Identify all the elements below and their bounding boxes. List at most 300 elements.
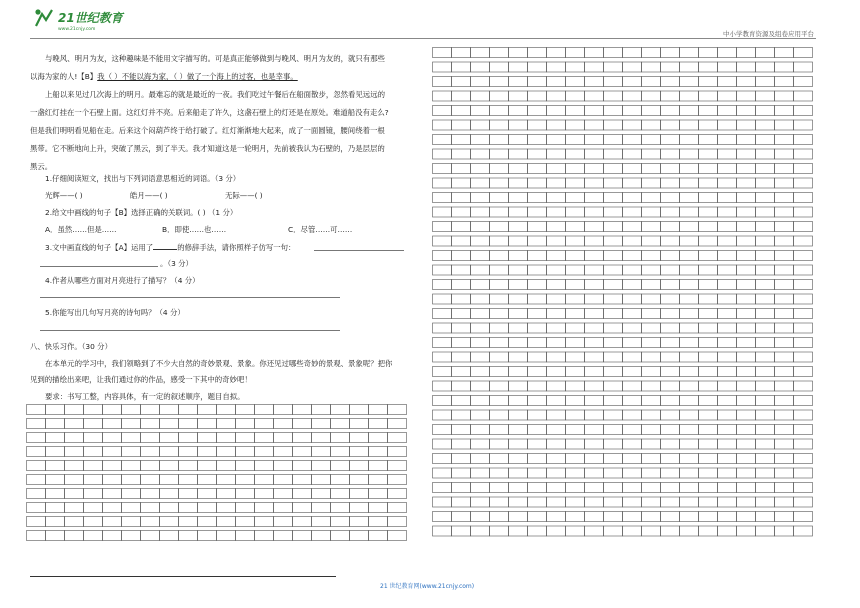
grid-cell[interactable]: [756, 323, 775, 333]
grid-cell[interactable]: [661, 410, 680, 420]
grid-cell[interactable]: [661, 48, 680, 58]
grid-cell[interactable]: [179, 475, 198, 485]
grid-cell[interactable]: [661, 454, 680, 464]
grid-cell[interactable]: [84, 489, 103, 499]
grid-cell[interactable]: [122, 405, 141, 415]
grid-cell[interactable]: [122, 517, 141, 527]
grid-cell[interactable]: [623, 468, 642, 478]
grid-cell[interactable]: [604, 381, 623, 391]
grid-cell[interactable]: [509, 367, 528, 377]
grid-cell[interactable]: [452, 483, 471, 493]
grid-cell[interactable]: [756, 483, 775, 493]
grid-cell[interactable]: [794, 425, 813, 435]
grid-cell[interactable]: [661, 425, 680, 435]
grid-cell[interactable]: [737, 265, 756, 275]
grid-cell[interactable]: [699, 222, 718, 232]
grid-cell[interactable]: [642, 512, 661, 522]
grid-cell[interactable]: [699, 120, 718, 130]
grid-cell[interactable]: [756, 77, 775, 87]
grid-cell[interactable]: [604, 352, 623, 362]
grid-cell[interactable]: [388, 475, 407, 485]
grid-cell[interactable]: [433, 178, 452, 188]
grid-cell[interactable]: [661, 193, 680, 203]
grid-cell[interactable]: [775, 265, 794, 275]
grid-cell[interactable]: [528, 454, 547, 464]
grid-cell[interactable]: [699, 439, 718, 449]
grid-cell[interactable]: [84, 405, 103, 415]
grid-cell[interactable]: [623, 381, 642, 391]
grid-cell[interactable]: [756, 367, 775, 377]
grid-cell[interactable]: [566, 526, 585, 536]
grid-cell[interactable]: [198, 517, 217, 527]
grid-cell[interactable]: [737, 309, 756, 319]
grid-cell[interactable]: [756, 526, 775, 536]
grid-cell[interactable]: [604, 178, 623, 188]
grid-cell[interactable]: [737, 338, 756, 348]
grid-cell[interactable]: [509, 381, 528, 391]
grid-cell[interactable]: [490, 425, 509, 435]
grid-cell[interactable]: [794, 396, 813, 406]
grid-cell[interactable]: [433, 193, 452, 203]
grid-cell[interactable]: [547, 483, 566, 493]
grid-cell[interactable]: [604, 512, 623, 522]
grid-cell[interactable]: [585, 468, 604, 478]
grid-cell[interactable]: [388, 531, 407, 541]
grid-cell[interactable]: [756, 106, 775, 116]
grid-cell[interactable]: [547, 439, 566, 449]
grid-cell[interactable]: [775, 468, 794, 478]
grid-cell[interactable]: [471, 294, 490, 304]
grid-cell[interactable]: [103, 517, 122, 527]
grid-cell[interactable]: [369, 503, 388, 513]
grid-cell[interactable]: [331, 503, 350, 513]
grid-cell[interactable]: [737, 164, 756, 174]
grid-cell[interactable]: [604, 367, 623, 377]
grid-cell[interactable]: [528, 48, 547, 58]
grid-cell[interactable]: [471, 280, 490, 290]
grid-cell[interactable]: [604, 439, 623, 449]
grid-cell[interactable]: [217, 517, 236, 527]
grid-cell[interactable]: [794, 352, 813, 362]
grid-cell[interactable]: [471, 309, 490, 319]
grid-cell[interactable]: [547, 251, 566, 261]
grid-cell[interactable]: [331, 461, 350, 471]
grid-cell[interactable]: [198, 461, 217, 471]
grid-cell[interactable]: [585, 280, 604, 290]
grid-cell[interactable]: [566, 439, 585, 449]
grid-cell[interactable]: [604, 425, 623, 435]
q4-answer-line[interactable]: [40, 297, 340, 298]
grid-cell[interactable]: [623, 439, 642, 449]
grid-cell[interactable]: [585, 222, 604, 232]
grid-cell[interactable]: [604, 265, 623, 275]
grid-cell[interactable]: [775, 91, 794, 101]
grid-cell[interactable]: [775, 294, 794, 304]
grid-cell[interactable]: [490, 468, 509, 478]
grid-cell[interactable]: [122, 503, 141, 513]
grid-cell[interactable]: [27, 419, 46, 429]
grid-cell[interactable]: [433, 367, 452, 377]
grid-cell[interactable]: [490, 294, 509, 304]
grid-cell[interactable]: [794, 526, 813, 536]
grid-cell[interactable]: [566, 483, 585, 493]
grid-cell[interactable]: [661, 178, 680, 188]
grid-cell[interactable]: [331, 447, 350, 457]
grid-cell[interactable]: [642, 483, 661, 493]
grid-cell[interactable]: [642, 381, 661, 391]
grid-cell[interactable]: [604, 120, 623, 130]
grid-cell[interactable]: [718, 178, 737, 188]
grid-cell[interactable]: [388, 517, 407, 527]
grid-cell[interactable]: [509, 294, 528, 304]
grid-cell[interactable]: [623, 62, 642, 72]
grid-cell[interactable]: [756, 381, 775, 391]
grid-cell[interactable]: [452, 497, 471, 507]
grid-cell[interactable]: [471, 265, 490, 275]
grid-cell[interactable]: [293, 475, 312, 485]
grid-cell[interactable]: [699, 149, 718, 159]
grid-cell[interactable]: [661, 251, 680, 261]
grid-cell[interactable]: [433, 396, 452, 406]
grid-cell[interactable]: [312, 433, 331, 443]
grid-cell[interactable]: [775, 48, 794, 58]
grid-cell[interactable]: [585, 120, 604, 130]
grid-cell[interactable]: [471, 222, 490, 232]
grid-cell[interactable]: [528, 439, 547, 449]
grid-cell[interactable]: [65, 489, 84, 499]
grid-cell[interactable]: [509, 193, 528, 203]
grid-cell[interactable]: [718, 149, 737, 159]
grid-cell[interactable]: [547, 164, 566, 174]
grid-cell[interactable]: [604, 207, 623, 217]
grid-cell[interactable]: [274, 517, 293, 527]
grid-cell[interactable]: [642, 193, 661, 203]
grid-cell[interactable]: [490, 367, 509, 377]
grid-cell[interactable]: [718, 294, 737, 304]
grid-cell[interactable]: [471, 251, 490, 261]
grid-cell[interactable]: [642, 120, 661, 130]
grid-cell[interactable]: [471, 178, 490, 188]
grid-cell[interactable]: [623, 120, 642, 130]
grid-cell[interactable]: [141, 475, 160, 485]
grid-cell[interactable]: [699, 106, 718, 116]
grid-cell[interactable]: [388, 433, 407, 443]
grid-cell[interactable]: [490, 265, 509, 275]
grid-cell[interactable]: [274, 405, 293, 415]
grid-cell[interactable]: [623, 91, 642, 101]
grid-cell[interactable]: [471, 410, 490, 420]
grid-cell[interactable]: [737, 410, 756, 420]
grid-cell[interactable]: [604, 106, 623, 116]
grid-cell[interactable]: [604, 48, 623, 58]
grid-cell[interactable]: [642, 251, 661, 261]
grid-cell[interactable]: [585, 367, 604, 377]
grid-cell[interactable]: [433, 62, 452, 72]
grid-cell[interactable]: [255, 503, 274, 513]
grid-cell[interactable]: [718, 439, 737, 449]
grid-cell[interactable]: [103, 489, 122, 499]
grid-cell[interactable]: [737, 149, 756, 159]
grid-cell[interactable]: [217, 419, 236, 429]
grid-cell[interactable]: [141, 531, 160, 541]
grid-cell[interactable]: [718, 207, 737, 217]
grid-cell[interactable]: [642, 338, 661, 348]
grid-cell[interactable]: [604, 454, 623, 464]
grid-cell[interactable]: [293, 419, 312, 429]
grid-cell[interactable]: [547, 135, 566, 145]
grid-cell[interactable]: [699, 497, 718, 507]
grid-cell[interactable]: [794, 106, 813, 116]
grid-cell[interactable]: [122, 433, 141, 443]
grid-cell[interactable]: [369, 405, 388, 415]
grid-cell[interactable]: [27, 405, 46, 415]
grid-cell[interactable]: [794, 149, 813, 159]
grid-cell[interactable]: [350, 419, 369, 429]
grid-cell[interactable]: [179, 419, 198, 429]
grid-cell[interactable]: [452, 62, 471, 72]
grid-cell[interactable]: [471, 106, 490, 116]
grid-cell[interactable]: [699, 338, 718, 348]
grid-cell[interactable]: [737, 91, 756, 101]
grid-cell[interactable]: [661, 526, 680, 536]
grid-cell[interactable]: [528, 367, 547, 377]
grid-cell[interactable]: [737, 280, 756, 290]
grid-cell[interactable]: [236, 517, 255, 527]
grid-cell[interactable]: [528, 468, 547, 478]
grid-cell[interactable]: [350, 531, 369, 541]
grid-cell[interactable]: [547, 62, 566, 72]
grid-cell[interactable]: [433, 497, 452, 507]
grid-cell[interactable]: [718, 497, 737, 507]
grid-cell[interactable]: [737, 48, 756, 58]
grid-cell[interactable]: [528, 512, 547, 522]
grid-cell[interactable]: [775, 323, 794, 333]
grid-cell[interactable]: [775, 425, 794, 435]
grid-cell[interactable]: [604, 294, 623, 304]
grid-cell[interactable]: [737, 497, 756, 507]
grid-cell[interactable]: [604, 135, 623, 145]
q3-blank-sentence-1[interactable]: [314, 250, 404, 251]
grid-cell[interactable]: [642, 236, 661, 246]
grid-cell[interactable]: [65, 447, 84, 457]
grid-cell[interactable]: [528, 338, 547, 348]
grid-cell[interactable]: [490, 512, 509, 522]
grid-cell[interactable]: [794, 309, 813, 319]
grid-cell[interactable]: [566, 91, 585, 101]
grid-cell[interactable]: [46, 405, 65, 415]
grid-cell[interactable]: [490, 48, 509, 58]
grid-cell[interactable]: [452, 309, 471, 319]
grid-cell[interactable]: [775, 222, 794, 232]
grid-cell[interactable]: [623, 338, 642, 348]
grid-cell[interactable]: [236, 531, 255, 541]
grid-cell[interactable]: [27, 433, 46, 443]
grid-cell[interactable]: [27, 531, 46, 541]
grid-cell[interactable]: [794, 265, 813, 275]
grid-cell[interactable]: [471, 91, 490, 101]
grid-cell[interactable]: [566, 207, 585, 217]
grid-cell[interactable]: [794, 120, 813, 130]
grid-cell[interactable]: [623, 193, 642, 203]
grid-cell[interactable]: [350, 517, 369, 527]
grid-cell[interactable]: [566, 294, 585, 304]
grid-cell[interactable]: [433, 91, 452, 101]
grid-cell[interactable]: [699, 178, 718, 188]
grid-cell[interactable]: [490, 236, 509, 246]
grid-cell[interactable]: [528, 265, 547, 275]
grid-cell[interactable]: [509, 410, 528, 420]
grid-cell[interactable]: [566, 309, 585, 319]
grid-cell[interactable]: [528, 193, 547, 203]
grid-cell[interactable]: [350, 461, 369, 471]
grid-cell[interactable]: [471, 367, 490, 377]
grid-cell[interactable]: [471, 396, 490, 406]
grid-cell[interactable]: [566, 512, 585, 522]
grid-cell[interactable]: [547, 222, 566, 232]
grid-cell[interactable]: [471, 135, 490, 145]
grid-cell[interactable]: [236, 405, 255, 415]
writing-grid-left[interactable]: [26, 404, 408, 548]
grid-cell[interactable]: [547, 512, 566, 522]
grid-cell[interactable]: [794, 381, 813, 391]
grid-cell[interactable]: [528, 280, 547, 290]
grid-cell[interactable]: [293, 489, 312, 499]
grid-cell[interactable]: [350, 503, 369, 513]
grid-cell[interactable]: [46, 419, 65, 429]
grid-cell[interactable]: [509, 512, 528, 522]
grid-cell[interactable]: [585, 178, 604, 188]
grid-cell[interactable]: [585, 149, 604, 159]
grid-cell[interactable]: [718, 425, 737, 435]
grid-cell[interactable]: [737, 526, 756, 536]
grid-cell[interactable]: [775, 483, 794, 493]
grid-cell[interactable]: [794, 497, 813, 507]
grid-cell[interactable]: [604, 338, 623, 348]
grid-cell[interactable]: [775, 526, 794, 536]
grid-cell[interactable]: [699, 77, 718, 87]
grid-cell[interactable]: [65, 419, 84, 429]
grid-cell[interactable]: [661, 323, 680, 333]
grid-cell[interactable]: [661, 294, 680, 304]
grid-cell[interactable]: [775, 439, 794, 449]
grid-cell[interactable]: [604, 309, 623, 319]
grid-cell[interactable]: [452, 294, 471, 304]
grid-cell[interactable]: [585, 381, 604, 391]
grid-cell[interactable]: [452, 149, 471, 159]
grid-cell[interactable]: [452, 178, 471, 188]
grid-cell[interactable]: [566, 164, 585, 174]
grid-cell[interactable]: [433, 236, 452, 246]
grid-cell[interactable]: [452, 352, 471, 362]
grid-cell[interactable]: [699, 62, 718, 72]
grid-cell[interactable]: [680, 236, 699, 246]
grid-cell[interactable]: [775, 62, 794, 72]
grid-cell[interactable]: [509, 62, 528, 72]
grid-cell[interactable]: [471, 512, 490, 522]
grid-cell[interactable]: [122, 489, 141, 499]
grid-cell[interactable]: [452, 381, 471, 391]
grid-cell[interactable]: [179, 461, 198, 471]
grid-cell[interactable]: [699, 367, 718, 377]
grid-cell[interactable]: [179, 489, 198, 499]
grid-cell[interactable]: [737, 178, 756, 188]
grid-cell[interactable]: [509, 323, 528, 333]
grid-cell[interactable]: [331, 475, 350, 485]
q3-blank-sentence-2[interactable]: [40, 266, 158, 267]
grid-cell[interactable]: [509, 135, 528, 145]
grid-cell[interactable]: [623, 251, 642, 261]
grid-cell[interactable]: [198, 475, 217, 485]
grid-cell[interactable]: [775, 178, 794, 188]
grid-cell[interactable]: [369, 461, 388, 471]
grid-cell[interactable]: [179, 503, 198, 513]
grid-cell[interactable]: [198, 447, 217, 457]
grid-cell[interactable]: [661, 106, 680, 116]
grid-cell[interactable]: [471, 193, 490, 203]
grid-cell[interactable]: [794, 323, 813, 333]
grid-cell[interactable]: [699, 135, 718, 145]
grid-cell[interactable]: [471, 48, 490, 58]
grid-cell[interactable]: [623, 309, 642, 319]
grid-cell[interactable]: [528, 164, 547, 174]
grid-cell[interactable]: [680, 280, 699, 290]
grid-cell[interactable]: [585, 483, 604, 493]
grid-cell[interactable]: [490, 396, 509, 406]
grid-cell[interactable]: [680, 497, 699, 507]
grid-cell[interactable]: [490, 178, 509, 188]
grid-cell[interactable]: [775, 149, 794, 159]
grid-cell[interactable]: [756, 309, 775, 319]
grid-cell[interactable]: [122, 461, 141, 471]
grid-cell[interactable]: [547, 193, 566, 203]
grid-cell[interactable]: [388, 489, 407, 499]
grid-cell[interactable]: [775, 381, 794, 391]
grid-cell[interactable]: [46, 433, 65, 443]
grid-cell[interactable]: [585, 497, 604, 507]
grid-cell[interactable]: [433, 338, 452, 348]
grid-cell[interactable]: [718, 193, 737, 203]
grid-cell[interactable]: [471, 62, 490, 72]
grid-cell[interactable]: [585, 352, 604, 362]
grid-cell[interactable]: [452, 106, 471, 116]
grid-cell[interactable]: [794, 135, 813, 145]
grid-cell[interactable]: [369, 433, 388, 443]
grid-cell[interactable]: [547, 338, 566, 348]
grid-cell[interactable]: [122, 419, 141, 429]
grid-cell[interactable]: [756, 222, 775, 232]
grid-cell[interactable]: [566, 251, 585, 261]
grid-cell[interactable]: [528, 149, 547, 159]
grid-cell[interactable]: [756, 497, 775, 507]
grid-cell[interactable]: [642, 323, 661, 333]
grid-cell[interactable]: [680, 77, 699, 87]
grid-cell[interactable]: [775, 207, 794, 217]
grid-cell[interactable]: [141, 447, 160, 457]
grid-cell[interactable]: [737, 454, 756, 464]
grid-cell[interactable]: [623, 265, 642, 275]
grid-cell[interactable]: [775, 352, 794, 362]
grid-cell[interactable]: [642, 425, 661, 435]
grid-cell[interactable]: [217, 433, 236, 443]
grid-cell[interactable]: [642, 135, 661, 145]
grid-cell[interactable]: [490, 526, 509, 536]
grid-cell[interactable]: [433, 512, 452, 522]
grid-cell[interactable]: [718, 526, 737, 536]
grid-cell[interactable]: [528, 62, 547, 72]
grid-cell[interactable]: [433, 468, 452, 478]
grid-cell[interactable]: [604, 236, 623, 246]
grid-cell[interactable]: [350, 447, 369, 457]
